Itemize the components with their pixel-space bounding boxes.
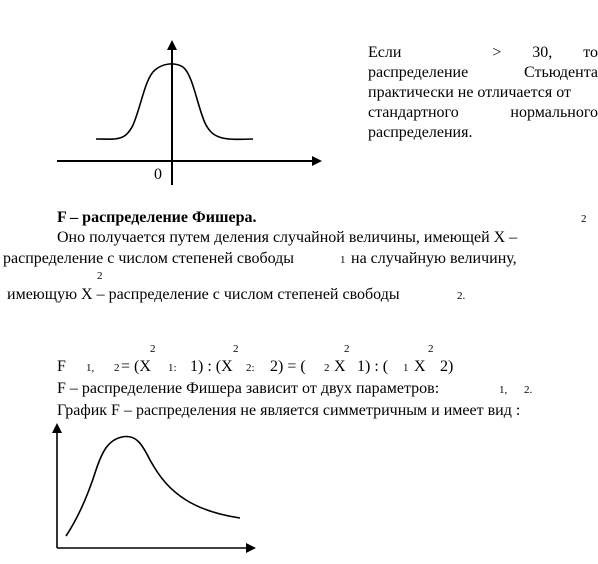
formula-part: 2) = (: [270, 358, 306, 375]
f-curve: [66, 436, 240, 536]
formula-sub: 1,: [86, 362, 95, 374]
formula-part: 2): [440, 358, 454, 375]
formula-sub: 2:: [246, 362, 255, 374]
x-axis-arrow: [246, 543, 256, 553]
note-word: Если: [368, 44, 402, 61]
formula-exp: 2: [150, 343, 156, 355]
paragraph-line-2b: на случайную величину,: [351, 250, 517, 267]
formula-exp: 2: [233, 343, 239, 355]
nu-subscript: 1: [340, 254, 346, 266]
note-word: то: [583, 44, 598, 61]
formula-part: 1) : (Х: [190, 358, 233, 375]
formula-sub: 2: [324, 362, 330, 374]
formula-part: = (Х: [121, 358, 151, 375]
formula-F: F: [57, 358, 66, 375]
paragraph-line-2a: распределение с числом степеней свободы: [3, 250, 295, 267]
formula-part: 1) : (: [357, 358, 389, 375]
section-title: F – распределение Фишера.: [57, 209, 257, 226]
note-word: >: [492, 44, 502, 61]
formula-part: Х: [414, 358, 426, 375]
fisher-line-1: F – распределение Фишера зависит от двух параметров:: [57, 380, 440, 397]
note-word: стандартного: [368, 104, 459, 121]
note-word: нормального: [510, 104, 598, 121]
formula-exp: 2: [344, 343, 350, 355]
note-word: Стьюдента: [524, 64, 598, 81]
note-line-5: распределения.: [368, 124, 473, 141]
fisher-param: 1,: [499, 384, 508, 396]
origin-label: 0: [154, 166, 162, 183]
paragraph-line-1: Оно получается путем деления случайной величины, имеющей Х –: [57, 229, 518, 246]
paragraph-line-3: имеющую Х – распределение с числом степеней свободы: [7, 286, 400, 303]
formula-sub: 1: [403, 362, 409, 374]
formula-part: Х: [334, 358, 346, 375]
nu-subscript: 2.: [457, 290, 466, 302]
fisher-param: 2.: [524, 384, 533, 396]
y-axis-arrow: [52, 423, 62, 433]
chi-superscript: 2: [97, 270, 103, 282]
fisher-line-2: График F – распределения не является симметричным и имеет вид :: [57, 402, 521, 419]
note-word: распределение: [368, 64, 469, 81]
formula-sub: 2: [114, 362, 120, 374]
formula-sub: 1:: [168, 362, 177, 374]
chi-superscript: 2: [581, 213, 587, 225]
note-line-3: практически не отличается от: [368, 84, 572, 101]
formula-exp: 2: [428, 343, 434, 355]
note-word: 30,: [532, 44, 553, 61]
